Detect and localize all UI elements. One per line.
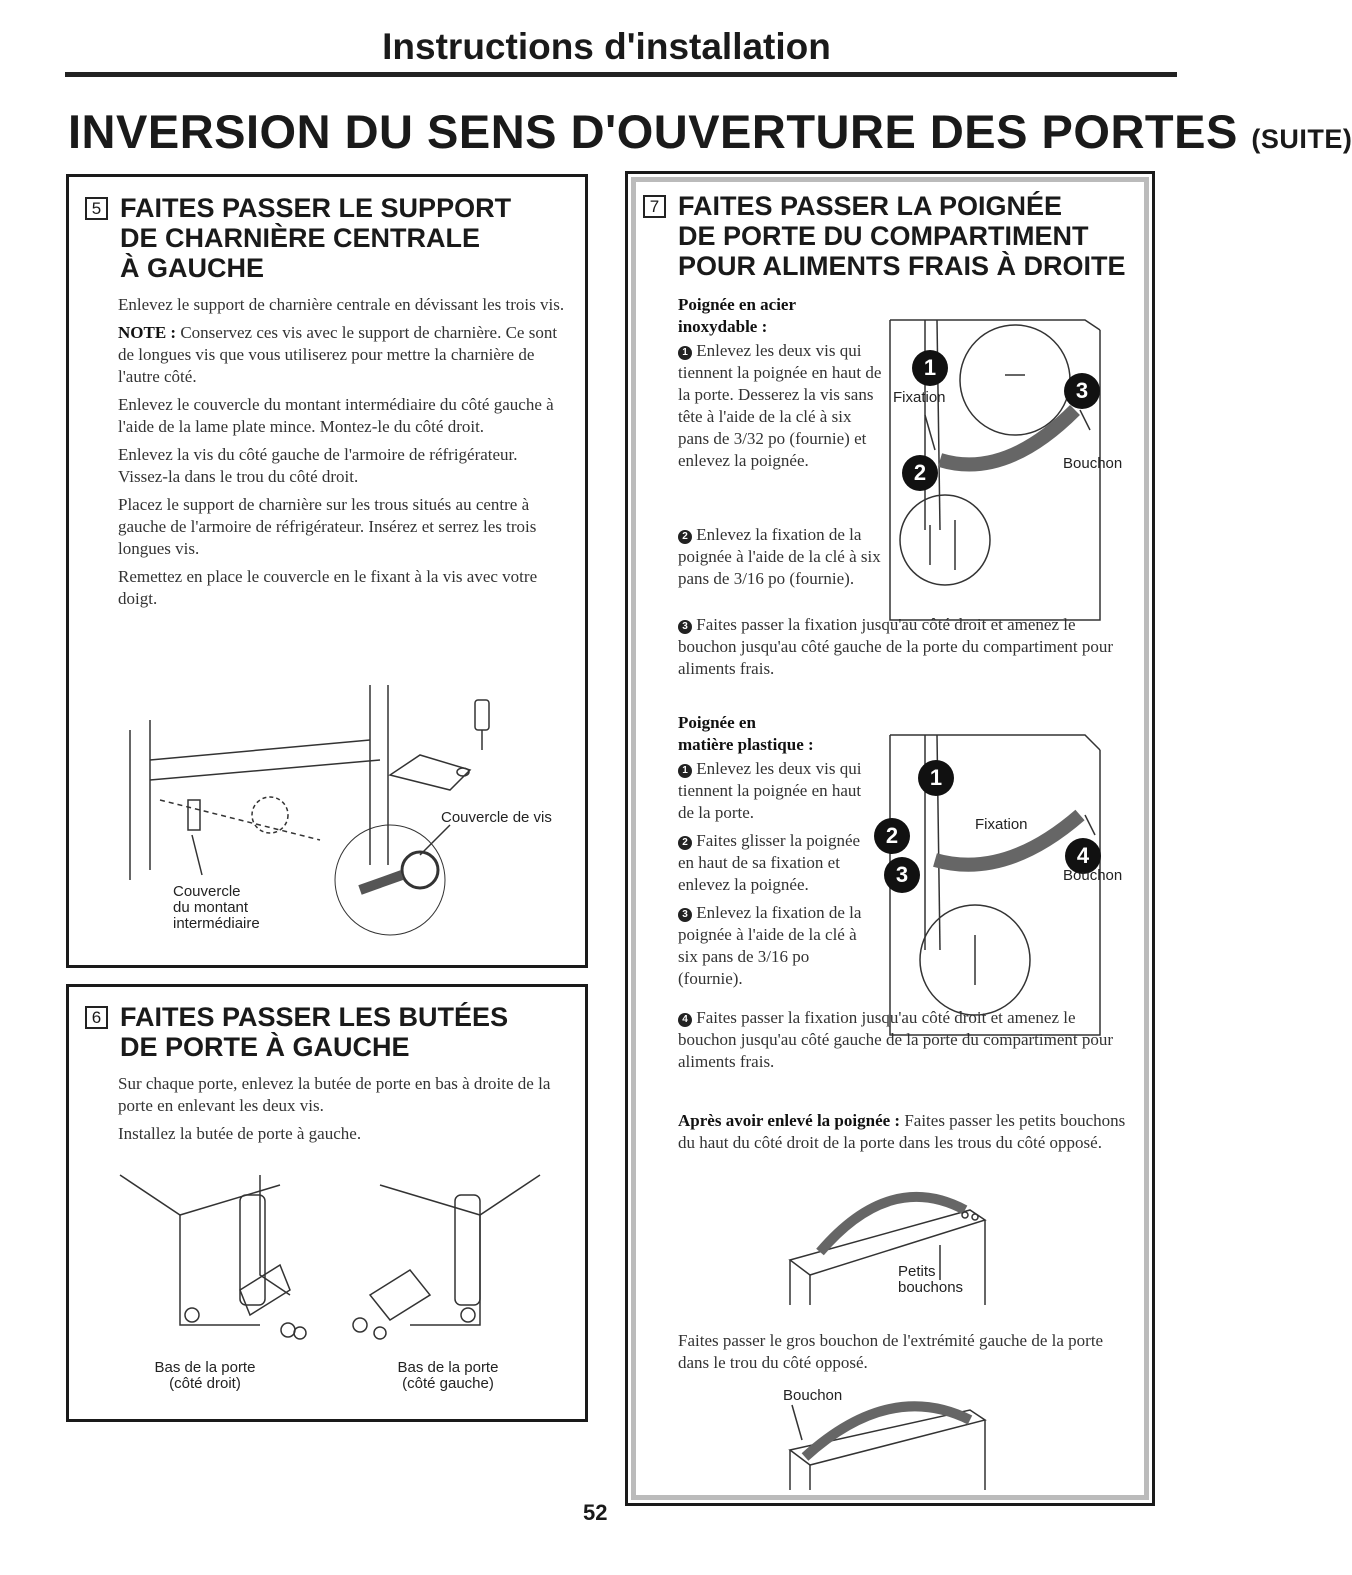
after-removal-para: Après avoir enlevé la poignée : Faites passer les petits bouchons du haut du côté droit de la porte dans les trous du côté opposé. — [678, 1111, 1126, 1152]
section-7-title — [643, 191, 1126, 281]
label-bouchon-big: Bouchon — [783, 1387, 843, 1404]
step-1-icon: 1 — [678, 346, 692, 360]
section-5-number: 5 — [85, 197, 108, 220]
page-header: Instructions d'installation — [382, 26, 831, 67]
section-6-body — [118, 1073, 566, 1151]
callout-1-steel: 1 — [912, 350, 948, 386]
section-5-p4: Enlevez la vis du côté gauche de l'armoire de réfrigérateur. Vissez-la dans le trou du côté droit. — [118, 445, 518, 486]
main-title — [68, 104, 1352, 159]
door-stop-illustration — [110, 1165, 560, 1350]
section-5-p5: Placez le support de charnière sur les trous situés au centre à gauche de l'armoire de réfrigérateur. Insérez et serrez les trois longues vis. — [118, 495, 537, 558]
step-1-icon: 1 — [678, 764, 692, 778]
section-5-p2: NOTE : Conservez ces vis avec le support de charnière. Ce sont de longues vis que vous utiliserez pour mettre la charnière de l'autre côté. — [118, 323, 558, 386]
callout-1-plastic: 1 — [918, 760, 954, 796]
steel-handle-heading: Poignée en acier inoxydable : — [678, 295, 797, 336]
step-3-icon: 3 — [678, 908, 692, 922]
steel-handle-text — [678, 294, 883, 478]
section-5-p3: Enlevez le couvercle du montant intermédiaire du côté gauche à l'aide de la lame plate mince. Montez-le du côté droit. — [118, 395, 554, 436]
section-5-title — [85, 193, 511, 283]
section-6-title — [85, 1002, 508, 1062]
plastic-handle-heading: Poignée en matière plastique : — [678, 713, 814, 754]
section-6-p2: Installez la butée de porte à gauche. — [118, 1124, 362, 1143]
label-screw-cover: Couvercle de vis — [441, 809, 552, 826]
callout-4-plastic: 4 — [1065, 838, 1101, 874]
step-3-icon: 3 — [678, 620, 692, 634]
section-5-p6: Remettez en place le couvercle en le fixant à la vis avec votre doigt. — [118, 567, 538, 608]
plastic-step-4: 4 Faites passer la fixation jusqu'au côté droit et amenez le bouchon jusqu'au côté gauche de la porte du compartiment pour aliments frais. — [678, 1008, 1114, 1071]
big-plug-illustration — [780, 1395, 1000, 1495]
label-fixation-plastic: Fixation — [975, 816, 1028, 833]
plastic-step-3: 3 Enlevez la fixation de la poignée à l'aide de la clé à six pans de 3/16 po (fournie). — [678, 903, 862, 988]
step-4-icon: 4 — [678, 1013, 692, 1027]
label-bouchon-steel: Bouchon — [1063, 455, 1123, 472]
steel-step-1: 1 Enlevez les deux vis qui tiennent la poignée en haut de la porte. Desserez la vis sans tête à l'aide de la clé à six pans de 3/32 po (fournie) et enlevez la poignée. — [678, 341, 882, 470]
section-7-number: 7 — [643, 195, 666, 218]
section-6-title-text: FAITES PASSER LES BUTÉES DE PORTE À GAUCHE — [120, 1002, 509, 1062]
label-fixation-steel: Fixation — [893, 389, 946, 406]
section-6-p1: Sur chaque porte, enlevez la butée de porte en bas à droite de la porte en enlevant les deux vis. — [118, 1074, 551, 1115]
step-2-icon: 2 — [678, 530, 692, 544]
big-plug-text — [678, 1330, 1128, 1380]
big-plug-para: Faites passer le gros bouchon de l'extrémité gauche de la porte dans le trou du côté opposé. — [678, 1331, 1104, 1372]
section-5-title-text: FAITES PASSER LE SUPPORT DE CHARNIÈRE CENTRALE À GAUCHE — [120, 193, 512, 283]
header-rule — [65, 72, 1177, 77]
callout-3-plastic: 3 — [884, 857, 920, 893]
section-7-title-text: FAITES PASSER LA POIGNÉE DE PORTE DU COMPARTIMENT POUR ALIMENTS FRAIS À DROITE — [678, 191, 1126, 281]
main-title-text: INVERSION DU SENS D'OUVERTURE DES PORTES — [68, 105, 1238, 158]
main-title-suffix: (SUITE) — [1251, 124, 1352, 154]
callout-3-steel: 3 — [1064, 373, 1100, 409]
steel-step-2: 2 Enlevez la fixation de la poignée à l'aide de la clé à six pans de 3/16 po (fournie). — [678, 525, 881, 588]
section-5-body — [118, 294, 566, 616]
steel-step-2-3 — [678, 524, 883, 596]
label-door-bottom-left: Bas de la porte (côté gauche) — [397, 1359, 499, 1392]
callout-2-plastic: 2 — [874, 818, 910, 854]
page-number: 52 — [583, 1500, 608, 1525]
small-plugs-illustration — [780, 1180, 1000, 1310]
label-mullion-cover: Couvercle du montant intermédiaire — [173, 883, 260, 932]
steel-step-3: 3 Faites passer la fixation jusqu'au côté droit et amenez le bouchon jusqu'au côté gauche de la porte du compartiment pour aliments frais. — [678, 615, 1114, 678]
callout-2-steel: 2 — [902, 455, 938, 491]
label-door-bottom-right: Bas de la porte (côté droit) — [154, 1359, 256, 1392]
section-6-number: 6 — [85, 1006, 108, 1029]
plastic-handle-text — [678, 712, 878, 996]
step-2-icon: 2 — [678, 836, 692, 850]
section-5-p1: Enlevez le support de charnière centrale en dévissant les trois vis. — [118, 295, 565, 314]
plastic-step-2: 2 Faites glisser la poignée en haut de sa fixation et enlevez la poignée. — [678, 831, 861, 894]
plastic-step-1: 1 Enlevez les deux vis qui tiennent la poignée en haut de la porte. — [678, 759, 862, 822]
label-bouchon-plastic: Bouchon — [1063, 867, 1123, 884]
label-small-plugs: Petits bouchons — [898, 1263, 964, 1296]
after-removal-text — [678, 1110, 1128, 1160]
